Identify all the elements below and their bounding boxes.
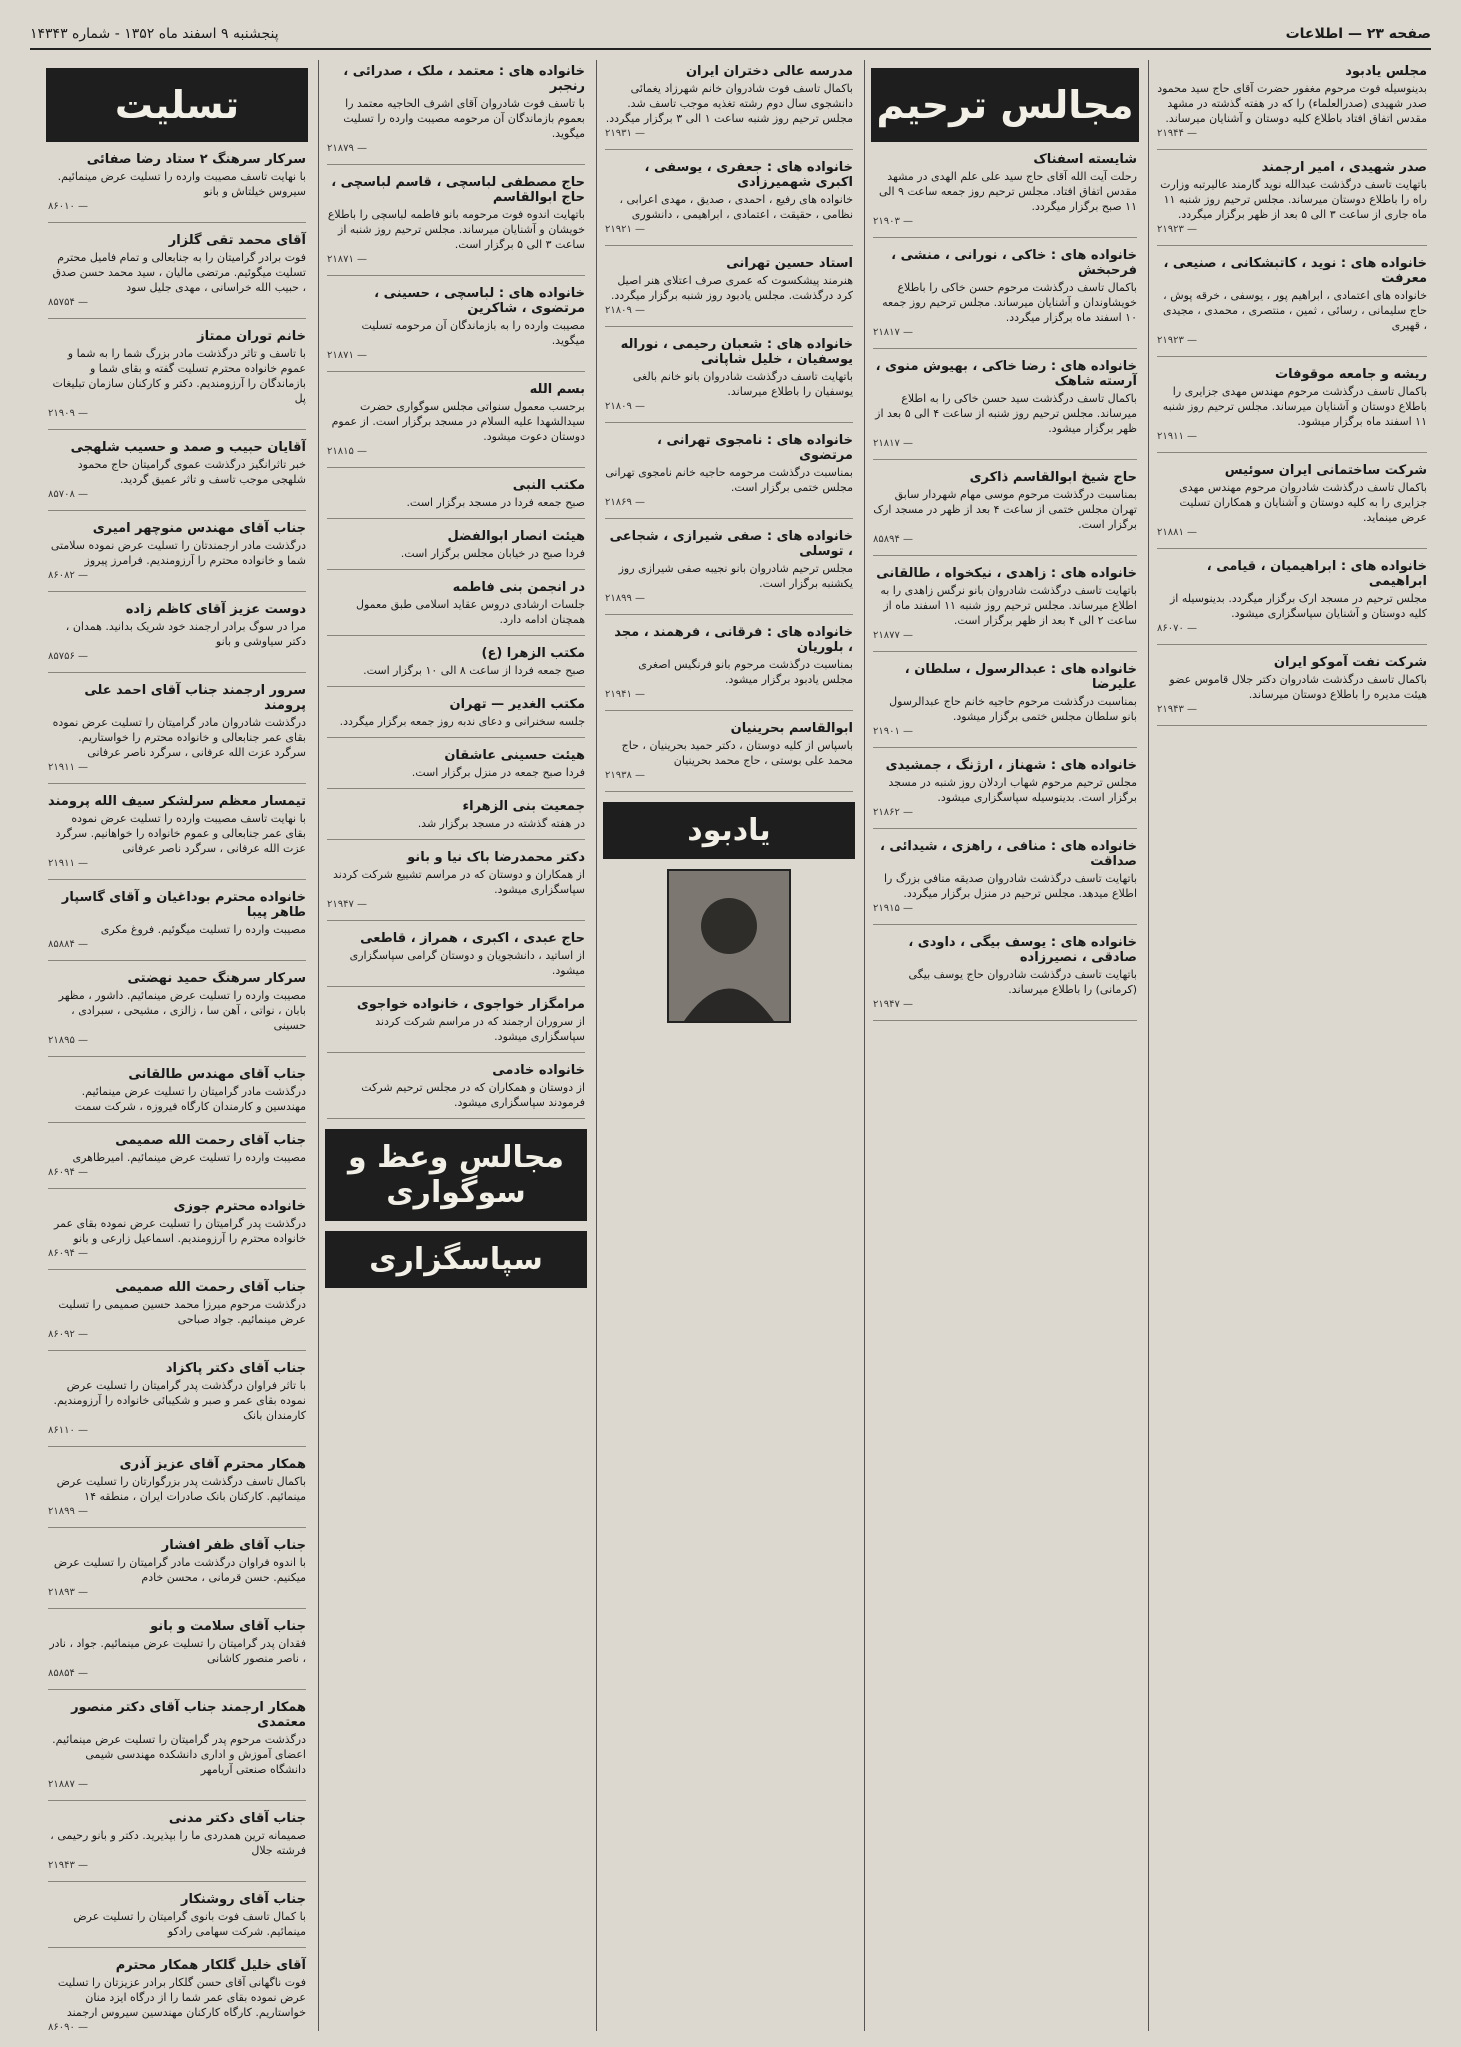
notice-body: مصیبت وارده را تسلیت عرض مینمائیم. امیرطاهری [72,1151,306,1164]
section-banner-vaz: مجالس وعظ و سوگواری [325,1129,587,1221]
notice-body: مصیبت وارده را تسلیت عرض مینمائیم. داشور ، مظهر بابان ، نواتی ، آهن سا ، زالزی ، مشیحی ، سبرادی ، حسینی [58,989,306,1032]
notice-item [48,1538,306,1609]
notice-item [1157,64,1427,150]
notice-body: از دوستان و همکاران که در مجلس ترحیم شرکت فرمودند سپاسگزاری میشود. [361,1081,585,1109]
notice-body: با اندوه فراوان درگذشت مادر گرامیتان را تسلیت عرض میکنیم. حسن قرمانی ، محسن خادم [53,1556,306,1584]
notice-body: فوت ناگهانی آقای حسن گلکار برادر عزیزتان را تسلیت عرض نموده بقای عمر شما را از درگاه ایزد منان خواستاریم. کارگاه کارکنان مهندسین سیروس ارجمند [57,1976,306,2019]
notice-heading: سرکار سرهنگ ۲ ستاد رضا صفائی [86,152,306,167]
notice-body: بمناسبت درگذشت مرحومه حاجیه خانم نامجوی تهرانی مجلس ختمی برگزار است. [605,466,853,494]
notice-item [327,997,585,1053]
notice-code: ۲۱۹۳۸ — [605,770,646,781]
notice-item [605,160,853,246]
notice-heading: استاد حسین تهرانی [726,256,853,271]
notice-heading: سرور ارجمند جناب آقای احمد علی پرومند [84,683,306,713]
notice-body: بمناسبت درگذشت مرحوم حاجیه خانم حاج عبدالرسول بانو سلطان مجلس ختمی برگزار میشود. [889,695,1137,723]
notice-body: باکمال تاسف درگذشت مرحوم مهندس مهدی جزایری را باطلاع دوستان و آشنایان میرساند. مجلس ترحیم روز شنبه ۱۱ اسفند ماه برگزار میشود. [1162,385,1427,428]
notice-item [48,1199,306,1270]
notice-item [48,440,306,511]
notice-heading: جمعیت بنی الزهراء [462,799,585,814]
notice-body: بدینوسیله فوت مرحوم مغفور حضرت آقای حاج سید محمود صدر شهیدی (صدرالعلماء) را که در هفته گذشته در مشهد مقدس اتفاق افتاد باطلاع کلیه دوستان و آشنایان میرساند. [1157,82,1427,125]
notice-heading: جناب آقای سلامت و بانو [150,1619,306,1634]
notice-body: باکمال تاسف درگذشت مرحوم حسن خاکی را باطلاع خویشاوندان و آشنایان میرساند. مجلس ترحیم روز جمعه ۱۰ اسفند ماه برگزار میگردد. [882,281,1137,324]
notice-heading: خانم توران ممتاز [197,329,306,344]
notice-code: ۲۱۹۳۱ — [605,128,646,139]
notice-item [327,931,585,987]
notice-code: ۸۶۰۱۰ — [48,201,89,212]
notice-heading: خانواده های : شعبان رحیمی ، نوراله یوسفیان ، خلیل شاپانی [620,337,853,367]
notice-heading: جناب آقای مهندس طالقانی [128,1067,306,1082]
notice-code: ۲۱۸۱۷ — [873,438,914,449]
notice-item [327,175,585,276]
notice-body: مجلس ترحیم در مسجد ارک برگزار میگردد. بدینوسیله از کلیه دوستان و آشنایان سپاسگزاری میشود. [1169,592,1427,620]
notice-heading: دوست عزیز آقای کاظم زاده [125,602,306,617]
notice-item [1157,463,1427,549]
notice-heading: مجلس یادبود [1345,64,1427,79]
notice-body: فردا صبح جمعه در منزل برگزار است. [411,766,585,779]
notice-heading: خانواده خادمی [492,1063,585,1078]
notice-item [873,470,1137,556]
notice-item [48,1067,306,1123]
notice-code: ۸۶۰۹۴ — [48,1248,89,1259]
notice-heading: همکار ارجمند جناب آقای دکتر منصور معتمدی [71,1700,306,1730]
notice-body: باتهایت تاسف درگذشت عبدالله نوید گارمند عالیرتبه وزارت راه را باطلاع دوستان میرساند. مجلس ترحیم روز شنبه ۱۱ ماه جاری از ساعت ۳ الی ۵ بعد از ظهر برگزار میگردد. [1160,178,1427,221]
notice-heading: مدرسه عالی دختران ایران [685,64,853,79]
issue-date: پنجشنبه ۹ اسفند ماه ۱۳۵۲ - شماره ۱۴۳۴۳ [30,26,279,42]
notice-item [48,329,306,430]
notice-item [48,890,306,961]
notice-body: بمناسبت درگذشت مرحوم بانو فرنگیس اصغری مجلس یادبود برگزار میشود. [638,658,853,686]
notice-code: ۸۵۸۵۴ — [48,1668,89,1679]
notice-heading: جناب آقای روشنکار [180,1892,306,1907]
portrait-icon [669,871,789,1021]
notice-heading: آقای خلیل گلکار همکار محترم [115,1958,306,1973]
notice-body: باتهایت تاسف درگذشت شادروان صدیقه منافی بزرگ را اطلاع میدهد. مجلس ترحیم در منزل برگزار میگردد. [884,872,1137,900]
notice-code: ۲۱۹۴۴ — [1157,128,1198,139]
notice-heading: مکتب الزهرا (ع) [481,646,585,661]
notice-item [48,794,306,880]
column-4 [318,60,593,2031]
notice-body: جلسات ارشادی دروس عقاید اسلامی طبق معمول همچنان ادامه دارد. [355,598,585,626]
notice-heading: هیئت انصار ابوالفضل [447,529,585,544]
notice-code: ۸۶۱۱۰ — [48,1425,89,1436]
notice-item [48,971,306,1057]
notice-code: ۲۱۸۷۱ — [327,350,368,361]
notice-body: با تاسف و تاثر درگذشت مادر بزرگ شما را به شما و عموم خانواده محترم تسلیت گفته و بقای شما و بازماندگان را آرزومندیم. دکتر و کارکنان سازمان تبلیغات پل [52,347,306,405]
notice-item [873,566,1137,652]
notice-item [873,935,1137,1021]
notice-body: فوت برادر گرامیتان را به جنابعالی و تمام فامیل محترم تسلیت میگوئیم. مرتضی مالیان ، سید محمد حسن صدق ، حبیب الله خراسانی ، مهدی جلیل سود [52,251,306,294]
notice-body: باکمال تاسف فوت شادروان خانم شهرزاد یغمائی دانشجوی سال دوم رشته تغذیه موجب تاسف شد. مجلس ترحیم روز شنبه ساعت ۱ الی ۳ برگزار میگردد. [605,82,853,125]
notice-heading: جناب آقای دکتر پاکزاد [165,1361,306,1376]
section-banner-taslit: تسلیت [46,68,308,142]
notice-item [327,646,585,687]
notice-code: ۲۱۹۰۹ — [48,408,89,419]
notice-body: بمناسبت درگذشت مرحوم موسی مهام شهردار سابق تهران مجلس ختمی از ساعت ۴ بعد از ظهر در مسجد ارک برگزار است. [873,488,1137,531]
notice-body: مرا در سوگ برادر ارجمند خود شریک بدانید. همدان ، دکتر سیاوشی و بانو [65,620,306,648]
notice-heading: حاج شیخ ابوالقاسم ذاکری [969,470,1137,485]
notice-code: ۲۱۸۶۹ — [605,497,646,508]
notice-heading: خانواده محترم بوداغیان و آقای گاسپار طاهر پیبا [61,890,306,920]
notice-body: درگذشت شادروان مادر گرامیتان را تسلیت عرض نموده بقای عمر جنابعالی و خانواده محترم را خواستاریم. سرگرد عزت الله عرفانی ، سرگرد ناصر عرفانی [52,716,306,759]
notice-item [1157,655,1427,726]
notice-heading: مرامگزار خواجوی ، خانواده خواجوی [356,997,585,1012]
notice-heading: خانواده های : لباسچی ، حسینی ، مرتضوی ، شاکرین [374,286,585,316]
notice-item [605,529,853,615]
notice-heading: خانواده های : خاکی ، نورانی ، منشی ، فرحبخش [891,248,1137,278]
notice-body: خانواده های رفیع ، احمدی ، صدیق ، مهدی اعرابی ، نظامی ، حقیقت ، اعتمادی ، ابراهیمی ، دانشوری [619,193,853,221]
notice-item [605,433,853,519]
notice-heading: خانواده های : جعفری ، یوسفی ، اکبری شهمیرزادی [644,160,853,190]
notice-code: ۲۱۹۲۳ — [1157,335,1198,346]
notice-item [873,758,1137,829]
notice-body: با تاثر فراوان درگذشت پدر گرامیتان را تسلیت عرض نموده بقای عمر و صبر و شکیبائی خانواده را آرزومندیم. کارمندان بانک [53,1379,306,1422]
page-number: صفحه ۲۳ — اطلاعات [1285,26,1431,42]
notice-body: هنرمند پیشکسوت که عمری صرف اعتلای هنر اصیل کرد درگذشت. مجلس یادبود روز شنبه برگزار میگردد. [610,274,853,302]
notice-code: ۲۱۹۲۳ — [1157,224,1198,235]
notice-code: ۲۱۸۱۵ — [327,446,368,457]
page-header [30,22,1431,50]
notice-code: ۸۵۷۵۶ — [48,651,89,662]
notice-heading: ابوالقاسم بحرینیان [730,721,853,736]
notice-code: ۲۱۹۱۱ — [1157,431,1198,442]
notice-heading: مکتب الغدیر — تهران [449,697,585,712]
notice-code: ۲۱۸۹۵ — [48,1035,89,1046]
notice-code: ۲۱۸۰۹ — [605,305,646,316]
notice-body: باکمال تاسف درگذشت شادروان دکتر جلال قاموس عضو هیئت مدیره را باطلاع دوستان میرساند. [1169,673,1427,701]
notice-body: فقدان پدر گرامیتان را تسلیت عرض مینمائیم. جواد ، نادر ، ناصر منصور کاشانی [49,1637,306,1665]
notice-body: درگذشت مادر ارجمندتان را تسلیت عرض نموده سلامتی شما و خانواده محترم را آرزومندیم. فرامرز پیروز [50,539,306,567]
notice-item [327,748,585,789]
notice-heading: خانواده محترم جوزی [173,1199,306,1214]
notice-heading: جناب آقای رحمت الله صمیمی [115,1133,306,1148]
notice-code: ۸۶۰۷۰ — [1157,623,1198,634]
column-1 [1148,60,1435,2031]
notice-item [327,286,585,372]
notice-body: درگذشت پدر گرامیتان را تسلیت عرض نموده بقای عمر خانواده محترم را آرزومندیم. اسماعیل زارعی و بانو [54,1217,306,1245]
notice-code: ۲۱۸۷۷ — [873,630,914,641]
notice-heading: خانواده های : یوسف بیگی ، داودی ، صادقی ، نصیرزاده [908,935,1137,965]
notice-item [1157,367,1427,453]
column-3 [596,60,861,2031]
notice-code: ۸۶۰۸۲ — [48,570,89,581]
notice-code: ۲۱۸۷۱ — [327,254,368,265]
notice-heading: ریشه و جامعه موقوفات [1275,367,1427,382]
notice-heading: جناب آقای دکتر مدنی [168,1811,306,1826]
notice-code: ۲۱۹۰۱ — [873,726,914,737]
section-banner-yadbud: یادبود [603,802,855,859]
notice-body: مجلس ترحیم مرحوم شهاب اردلان روز شنبه در مسجد برگزار است. بدینوسیله سپاسگزاری میشود. [888,776,1137,804]
notice-body: باکمال تاسف درگذشت پدر بزرگوارتان را تسلیت عرض مینمائیم. کارکنان بانک صادرات ایران ، منطقه ۱۴ [56,1475,306,1503]
notice-item [605,337,853,423]
notice-body: از اساتید ، دانشجویان و دوستان گرامی سپاسگزاری میشود. [349,949,585,977]
notice-item [327,580,585,636]
notice-item [48,602,306,673]
memorial-photo [667,869,791,1023]
notice-body: خبر تاثرانگیز درگذشت عموی گرامیتان حاج محمود شلهجی موجب تاسف و تاثر عمیق گردید. [77,458,306,486]
notice-code: ۲۱۸۶۲ — [873,807,914,818]
notice-item [48,1619,306,1690]
notice-body: باکمال تاسف درگذشت شادروان مرحوم مهندس مهدی جزایری را به کلیه دوستان و آشنایان و همکاران تسلیت عرض مینماید. [1179,481,1427,524]
column-2 [864,60,1145,2031]
notice-heading: آقای محمد تقی گلزار [168,233,306,248]
notice-item [605,64,853,150]
notice-heading: آقایان حبیب و صمد و حسیب شلهجی [70,440,306,455]
notice-item [327,529,585,570]
notice-item [1157,160,1427,246]
notice-body: صبح جمعه فردا از ساعت ۸ الی ۱۰ برگزار است. [363,664,585,677]
notice-code: ۲۱۹۴۷ — [873,999,914,1010]
notice-item [48,1280,306,1351]
notice-body: صبح جمعه فردا در مسجد برگزار است. [406,496,585,509]
notice-heading: حاج مصطفی لباسچی ، قاسم لباسچی ، حاج ابوالقاسم [331,175,585,205]
notice-heading: در انجمن بنی فاطمه [452,580,585,595]
notice-heading: تیمسار معظم سرلشکر سیف الله پرومند [47,794,306,809]
notice-body: مجلس ترحیم شادروان بانو نجیبه صفی شیرازی روز یکشنبه برگزار است. [618,562,853,590]
notice-code: ۲۱۹۴۳ — [48,1860,89,1871]
notice-code: ۲۱۸۱۷ — [873,327,914,338]
notice-heading: شرکت ساختمانی ایران سوئیس [1224,463,1427,478]
notice-code: ۸۶۰۹۴ — [48,1167,89,1178]
notice-item [327,1063,585,1119]
notice-heading: خانواده های : نامجوی تهرانی ، مرتضوی [657,433,853,463]
notice-code: ۲۱۹۲۱ — [605,224,646,235]
notice-body: باتهایت تاسف درگذشت شادروان بانو خانم بالغی یوسفیان را باطلاع میرساند. [632,370,853,398]
notice-code: ۲۱۸۹۳ — [48,1587,89,1598]
section-banner-tarhim: مجالس ترحیم [871,68,1139,142]
notice-code: ۲۱۹۴۱ — [605,689,646,700]
notice-body: درگذشت مادر گرامیتان را تسلیت عرض مینمائیم. مهندسین و کارمندان کارگاه فیروزه ، شرکت سمت [74,1085,306,1113]
notice-heading: خانواده های : نوید ، کاتبشکانی ، صنیعی ، معرفت [1163,256,1427,286]
notice-item [48,683,306,784]
notice-item [48,1811,306,1882]
notice-code: ۲۱۹۰۳ — [873,216,914,227]
notice-body: با تاسف فوت شادروان آقای اشرف الحاجیه معتمد را بعموم بازماندگان آن مرحومه مصیبت وارده را تسلیت میگوید. [343,97,585,140]
notice-code: ۲۱۹۴۳ — [1157,704,1198,715]
notice-item [873,662,1137,748]
notice-item [873,839,1137,925]
notice-body: جلسه سخنرانی و دعای ندبه روز جمعه برگزار میگردد. [339,715,585,728]
notice-heading: خانواده های : فرقانی ، فرهمند ، مجد ، بلوریان [614,625,853,655]
notice-code: ۲۱۹۱۵ — [873,903,914,914]
notice-body: از سروران ارجمند که در مراسم شرکت کردند سپاسگزاری میشود. [375,1015,585,1043]
notice-item [873,359,1137,460]
notice-heading: خانواده های : زاهدی ، نیکخواه ، طالقانی [876,566,1137,581]
notice-body: با نهایت تاسف مصیبت وارده را تسلیت عرض مینمائیم. سیروس خیلتاش و بانو [57,170,306,198]
notice-heading: سرکار سرهنگ حمید نهضتی [127,971,306,986]
notice-heading: خانواده های : معتمد ، ملک ، صدرائی ، رنجبر [343,64,585,94]
notice-code: ۸۶۰۹۰ — [48,2022,89,2031]
notice-item [327,697,585,738]
notice-heading: صدر شهیدی ، امیر ارجمند [1261,160,1427,175]
notice-heading: خانواده های : شهناز ، ارژنگ ، جمشیدی [885,758,1137,773]
notice-body: برحسب معمول سنواتی مجلس سوگواری حضرت سیدالشهدا علیه السلام در مسجد برگزار است. از عموم دوستان دعوت میشود. [331,400,585,443]
notice-heading: شرکت نفت آموکو ایران [1273,655,1427,670]
notice-body: مصیبت وارده را تسلیت میگوئیم. فروغ مکری [100,923,306,936]
notice-item [605,625,853,711]
notice-body: با نهایت تاسف مصیبت وارده را تسلیت عرض نموده بقای عمر جنابعالی و عموم خانواده را خواهانیم. سرگرد عزت الله عرفانی ، سرگرد ناصر عرفانی [55,812,306,855]
notice-code: ۲۱۸۹۹ — [48,1506,89,1517]
notice-item [327,64,585,165]
notice-body: باکمال تاسف درگذشت سید حسن خاکی را به اطلاع میرساند. مجلس ترحیم روز شنبه از ساعت ۴ الی ۵ بعد از ظهر برگزار میشود. [875,392,1137,435]
notice-item [873,152,1137,238]
notice-body: باتهایت تاسف درگذشت شادروان بانو نرگس زاهدی را به اطلاع میرساند. مجلس ترحیم روز شنبه ۱۱ اسفند ماه از ساعت ۲ الی ۴ بعد از ظهر برگزار است. [880,584,1137,627]
notice-heading: همکار محترم آقای عزیز آذری [119,1457,306,1472]
notice-code: ۲۱۸۷۹ — [327,143,368,154]
notice-code: ۲۱۸۸۱ — [1157,527,1198,538]
notice-code: ۲۱۸۸۷ — [48,1779,89,1790]
notice-item [48,1361,306,1447]
notice-heading: هیئت حسینی عاشقان [444,748,585,763]
notice-code: ۲۱۹۴۷ — [327,899,368,910]
notice-body: در هفته گذشته در مسجد برگزار شد. [417,817,585,830]
notice-body: باتهایت اندوه فوت مرحومه بانو فاطمه لباسچی را باطلاع خویشان و آشنایان میرساند. مجلس ترحیم روز شنبه از ساعت ۳ الی ۵ برگزار است. [327,208,585,251]
notice-body: باتهایت تاسف درگذشت شادروان حاج یوسف بیگی (کرمانی) را باطلاع میرساند. [908,968,1137,996]
notice-code: ۲۱۹۱۱ — [48,762,89,773]
notice-body: درگذشت مرحوم پدر گرامیتان را تسلیت عرض مینمائیم. اعضای آموزش و اداری دانشکده مهندسی شیمی دانشگاه صنعتی آریامهر [52,1733,306,1776]
notice-body: باسپاس از کلیه دوستان ، دکتر حمید بحرینیان ، حاج محمد علی بوستی ، حاج محمد بحرینیان [621,739,853,767]
notice-code: ۸۶۰۹۲ — [48,1329,89,1340]
notice-heading: خانواده های : منافی ، راهزی ، شیدائی ، صداقت [879,839,1137,869]
notice-code: ۲۱۸۹۹ — [605,593,646,604]
notice-item [327,799,585,840]
notice-item [48,152,306,223]
notice-heading: خانواده های : صفی شیرازی ، شجاعی ، توسلی [609,529,853,559]
notice-heading: مکتب النبی [512,478,585,493]
notice-item [48,1700,306,1801]
notice-code: ۸۵۸۸۴ — [48,939,89,950]
notice-body: درگذشت مرحوم میرزا محمد حسین صمیمی را تسلیت عرض مینمائیم. جواد صباحی [58,1298,306,1326]
notice-heading: جناب آقای رحمت الله صمیمی [115,1280,306,1295]
notice-item [48,1958,306,2031]
notice-heading: حاج عبدی ، اکبری ، همراز ، قاطعی [360,931,585,946]
notice-item [327,478,585,519]
notice-body: صمیمانه ترین همدردی ما را بپذیرید. دکتر و بانو رحیمی ، فرشته جلال [50,1829,306,1857]
notice-item [48,521,306,592]
notice-heading: جناب آقای مهندس منوچهر امیری [92,521,306,536]
notice-heading: بسم الله [529,382,585,397]
notice-body: فردا صبح در خیابان مجلس برگزار است. [400,547,585,560]
column-5 [40,60,314,2031]
notice-heading: جناب آقای ظفر افشار [161,1538,306,1553]
notice-item [605,256,853,327]
notice-item [605,721,853,792]
notice-code: ۲۱۸۰۹ — [605,401,646,412]
notice-item [48,1133,306,1189]
notice-heading: خانواده های : عبدالرسول ، سلطان ، علیرضا [904,662,1137,692]
notice-item [48,1892,306,1948]
section-banner-sepas: سپاسگزاری [325,1231,587,1288]
notice-code: ۸۵۷۵۴ — [48,297,89,308]
notice-item [48,1457,306,1528]
notice-body: رحلت آیت الله آقای حاج سید علی علم الهدی در مشهد مقدس اتفاق افتاد. مجلس ترحیم روز جمعه ساعت ۹ الی ۱۱ صبح برگزار میگردد. [878,170,1137,213]
notice-item [873,248,1137,349]
notice-heading: شایسته اسفناک [1033,152,1137,167]
notice-item [327,850,585,921]
notice-heading: دکتر محمدرضا باک نیا و بانو [407,850,585,865]
notice-item [327,382,585,468]
notice-item [1157,559,1427,645]
notice-body: با کمال تاسف فوت بانوی گرامیتان را تسلیت عرض مینمائیم. شرکت سهامی رادکو [73,1910,306,1938]
notice-item [1157,256,1427,357]
notice-code: ۸۵۸۹۴ — [873,534,914,545]
notice-code: ۸۵۷۰۸ — [48,489,89,500]
notice-body: از همکاران و دوستان که در مراسم تشییع شرکت کردند سپاسگزاری میشود. [333,868,585,896]
notice-body: خانواده های اعتمادی ، ابراهیم پور ، یوسفی ، خرقه پوش ، حاج سلیمانی ، رسائی ، ثمین ، منتصری ، محمدی ، مجیدی ، قهیری [1163,289,1427,332]
notice-item [48,233,306,319]
notice-body: مصیبت وارده را به بازماندگان آن مرحومه تسلیت میگوید. [361,319,585,347]
notice-heading: خانواده های : رضا خاکی ، بهیوش منوی ، آرسته شاهک [875,359,1137,389]
notice-heading: خانواده های : ابراهیمیان ، قیامی ، ابراهیمی [1206,559,1427,589]
notice-code: ۲۱۹۱۱ — [48,858,89,869]
